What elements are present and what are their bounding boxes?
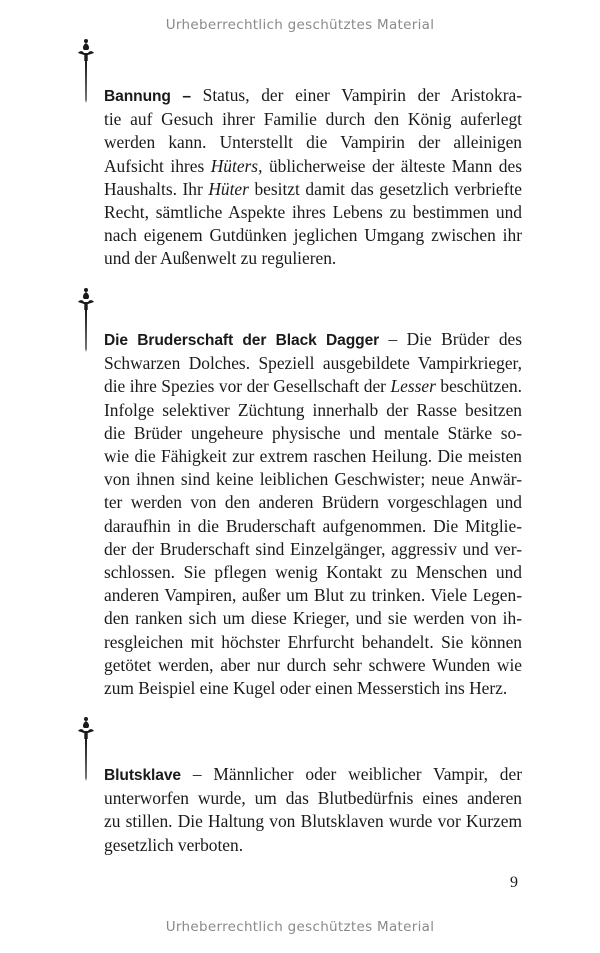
entry-text [104, 328, 522, 700]
text-segment: gesetzlich verboten. [104, 834, 244, 855]
text-segment: unterworfen wurde, um das Blutbedürfnis eines anderen [104, 788, 522, 809]
text-segment: beschützen. [435, 376, 522, 397]
text-segment: und der Außenwelt zu regulieren. [104, 248, 337, 269]
text-line [104, 491, 522, 514]
text-segment: Status, der einer Vampirin der Aristokra- [191, 85, 522, 105]
text-segment: daraufhin in die Bruderschaft aufgenommen. Die Mitglie- [104, 515, 522, 536]
text-segment: nach eigenem Gutdünken jeglichen Umgang zwischen ihr [104, 225, 522, 246]
text-segment: resgleichen mit höchster Ehrfurcht behandelt. Sie können [104, 631, 522, 652]
text-segment: – Männlicher oder weiblicher Vampir, der [181, 764, 522, 784]
text-segment: getötet werden, aber nur durch sehr schwere Wunden wie [104, 654, 522, 675]
glossary-term: Die Bruderschaft der Black Dagger [104, 332, 380, 349]
text-segment: werden kann. Unterstellt die Vampirin der alleinigen [104, 132, 522, 153]
text-line [104, 445, 522, 468]
text-line [104, 810, 522, 833]
dagger-icon [76, 38, 96, 104]
text-segment: Schwarzen Dolches. Speziell ausgebildete Vampirkrieger, [104, 353, 522, 374]
text-line [104, 178, 522, 201]
text-segment: üblicherweise der älteste Mann des [262, 155, 522, 176]
text-segment: Recht, sämtliche Aspekte ihres Lebens zu bestimmen und [104, 202, 522, 223]
text-line [104, 787, 522, 810]
text-line [104, 631, 522, 654]
text-line [104, 515, 522, 538]
text-segment: ter werden von den anderen Brüdern vorgeschlagen und [104, 492, 522, 513]
text-segment: schlossen. Sie pflegen wenig Kontakt zu Menschen und [104, 562, 522, 583]
text-segment: Infolge selektiver Züchtung innerhalb der Rasse besitzen [104, 399, 522, 420]
text-segment: die ihre Spezies vor der Gesellschaft der [104, 376, 391, 397]
text-segment: Haushalts. Ihr [104, 178, 209, 199]
text-line [104, 328, 522, 352]
glossary-term: Blutsklave [104, 767, 182, 784]
entry-text [104, 763, 522, 857]
text-line [104, 352, 522, 375]
glossary-term: Bannung – [104, 88, 191, 105]
text-segment: den ranken sich um diese Krieger, und sie werden von ih- [104, 608, 522, 629]
copyright-watermark-top: Urheberrechtlich geschütztes Material [165, 17, 435, 33]
text-segment: der der Bruderschaft sind Einzelgänger, aggressiv und ver- [104, 538, 522, 559]
page-number: 9 [510, 874, 518, 891]
text-line [104, 201, 522, 224]
text-segment: wie die Fähigkeit zur extrem raschen Heilung. Die meisten [104, 446, 522, 467]
text-line [104, 375, 522, 398]
text-line [104, 677, 522, 700]
text-segment: – Die Brüder des [379, 329, 522, 349]
text-line [104, 763, 522, 787]
text-line [104, 422, 522, 445]
emphasized-term: Hüters, [210, 155, 263, 176]
text-line [104, 131, 522, 154]
text-line [104, 468, 522, 491]
text-line [104, 834, 522, 857]
dagger-icon [76, 716, 96, 782]
text-segment: besitzt damit das gesetzlich verbriefte [248, 178, 522, 199]
entry-text [104, 84, 522, 271]
text-line [104, 561, 522, 584]
text-line [104, 607, 522, 630]
text-segment: die Brüder ungeheure physische und mentale Stärke so- [104, 422, 522, 443]
text-segment: zu stillen. Die Haltung von Blutsklaven wurde vor Kurzem [104, 811, 522, 832]
text-line [104, 399, 522, 422]
dagger-icon [76, 287, 96, 353]
text-segment: von ihnen sind keine leiblichen Geschwister; neue Anwär- [104, 469, 522, 490]
emphasized-term: Hüter [208, 178, 249, 199]
text-line [104, 538, 522, 561]
text-line [104, 108, 522, 131]
text-segment: tie auf Gesuch ihrer Familie durch den König auferlegt [104, 109, 522, 130]
text-line [104, 224, 522, 247]
text-segment: zum Beispiel eine Kugel oder einen Messerstich ins Herz. [104, 678, 508, 699]
emphasized-term: Lesser [390, 376, 436, 397]
text-segment: Aufsicht ihres [104, 155, 211, 176]
text-line [104, 155, 522, 178]
text-segment: anderen Vampiren, außer um Blut zu trinken. Viele Legen- [104, 585, 522, 606]
copyright-watermark-bottom: Urheberrechtlich geschütztes Material [165, 919, 435, 935]
text-line [104, 654, 522, 677]
text-line [104, 584, 522, 607]
text-line [104, 247, 522, 270]
text-line [104, 84, 522, 108]
